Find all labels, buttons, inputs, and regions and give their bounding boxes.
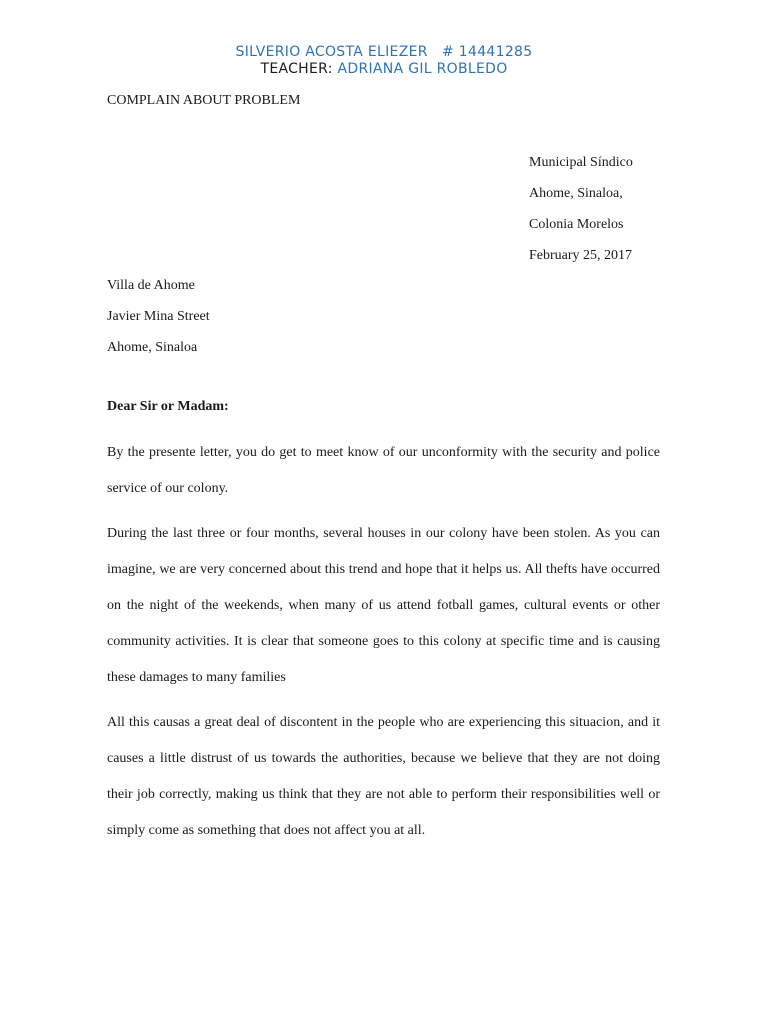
- recipient-address-line: Villa de Ahome: [107, 278, 195, 293]
- letter-subject: COMPLAIN ABOUT PROBLEM: [107, 93, 301, 108]
- teacher-name: ADRIANA GIL ROBLEDO: [337, 61, 508, 77]
- recipient-address-line: Ahome, Sinaloa: [107, 340, 198, 355]
- document-header: [0, 44, 768, 78]
- body-paragraph: During the last three or four months, several houses in our colony have been stolen. As you can imagine, we are very concerned about this trend and hope that it helps us. All thefts have occurred on the night of the weekends, when many of us attend fotball games, cultural events or other community activities. It is clear that someone goes to this colony at specific time and is causing these damages to many families: [107, 526, 660, 685]
- body-paragraph: By the presente letter, you do get to meet know of our unconformity with the security and police service of our colony.: [107, 445, 660, 496]
- sender-address-line: Colonia Morelos: [529, 217, 624, 232]
- teacher-line: [0, 61, 768, 78]
- recipient-address: [107, 277, 210, 370]
- salutation: Dear Sir or Madam:: [107, 399, 229, 414]
- sender-address: [529, 154, 633, 278]
- student-name-id: SILVERIO ACOSTA ELIEZER # 14441285: [235, 44, 533, 60]
- recipient-address-line: Javier Mina Street: [107, 309, 210, 324]
- sender-address-line: Municipal Síndico: [529, 155, 633, 170]
- body-paragraph: All this causas a great deal of discontent in the people who are experiencing this situacion, and it causes a little distrust of us towards the authorities, because we believe that they are not doing their job correctly, making us think that they are not able to perform their responsibilities well or simply come as something that does not affect you at all.: [107, 715, 660, 838]
- sender-address-line: Ahome, Sinaloa,: [529, 186, 623, 201]
- teacher-label: TEACHER:: [260, 61, 338, 77]
- letter-date: February 25, 2017: [529, 248, 633, 263]
